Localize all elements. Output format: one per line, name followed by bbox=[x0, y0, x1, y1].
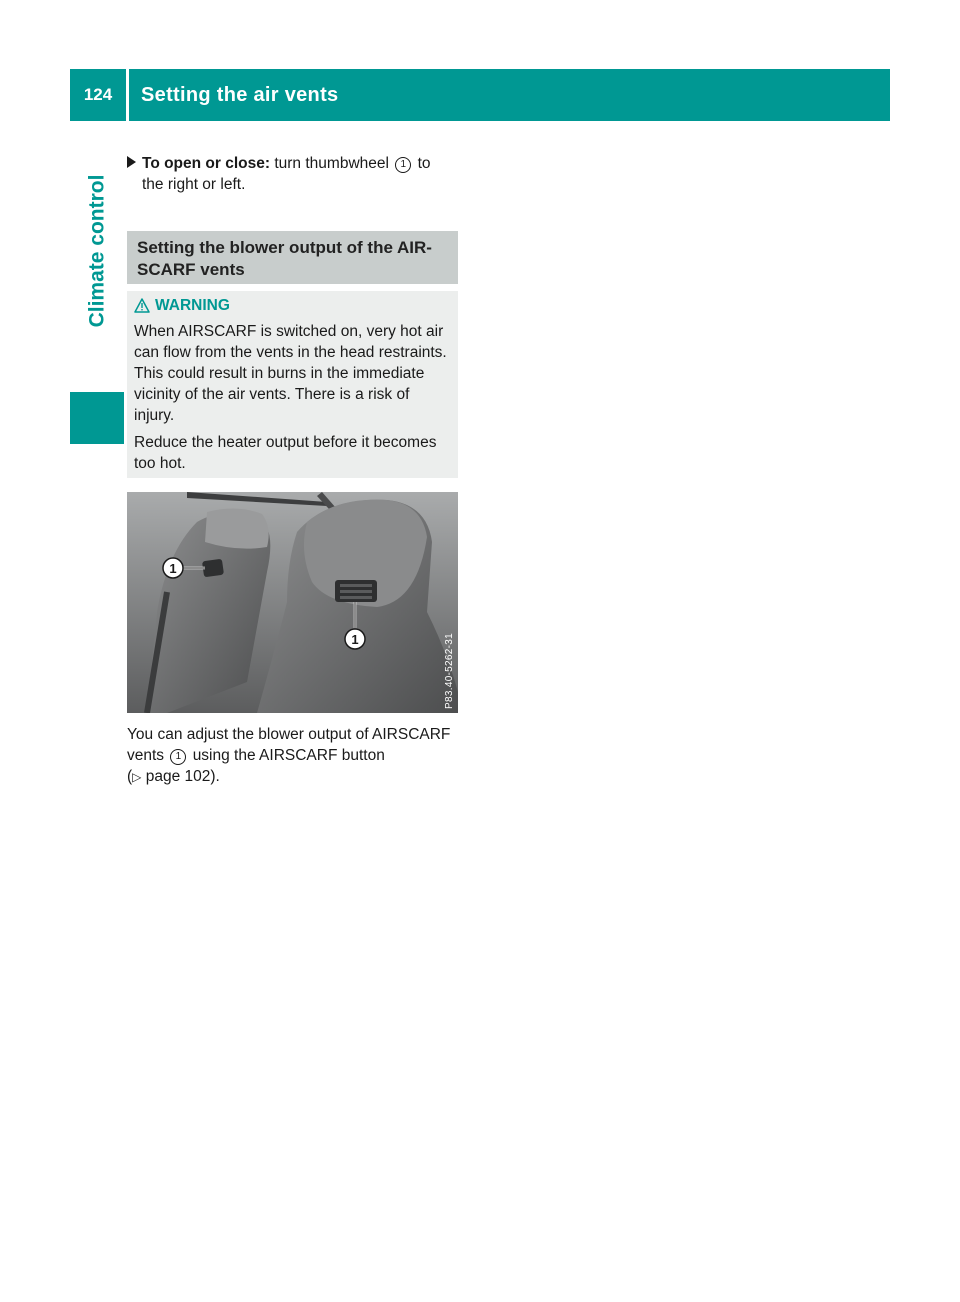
page-ref-arrow-icon: ▷ bbox=[132, 770, 142, 784]
warning-box bbox=[127, 291, 458, 478]
body-text-2: using the AIRSCARF button bbox=[192, 747, 385, 764]
body-text-1: You can adjust the blower output of AIRSCARF vents bbox=[127, 726, 451, 764]
warning-triangle-icon bbox=[134, 298, 150, 313]
seat-headrest-figure bbox=[127, 492, 458, 713]
figure-callout-right: 1 bbox=[351, 632, 359, 647]
body-callout-circle-icon: 1 bbox=[170, 749, 186, 765]
side-tab-marker bbox=[70, 392, 124, 444]
step-label: To open or close: bbox=[142, 155, 271, 172]
callout-circle-icon: 1 bbox=[395, 157, 411, 173]
section-heading: Setting the blower output of the AIR-SCARF vents bbox=[127, 231, 458, 284]
page-ref-open: ( bbox=[127, 768, 133, 785]
step-text-line2: the right or left. bbox=[142, 176, 246, 193]
figure-code: P83.40-5262-31 bbox=[444, 633, 455, 709]
step-text-to: to bbox=[417, 155, 431, 172]
figure-callout-left: 1 bbox=[169, 561, 177, 576]
seat-illustration bbox=[127, 492, 458, 713]
step-text: turn thumbwheel bbox=[274, 155, 389, 172]
warning-paragraph-1: When AIRSCARF is switched on, very hot air can flow from the vents in the head restraints. This could result in burns in the immediate vicinity of the air vents. There is a risk of injury. bbox=[134, 323, 447, 424]
page-title: Setting the air vents bbox=[141, 83, 339, 106]
body-paragraph bbox=[127, 724, 459, 788]
step-instruction bbox=[127, 153, 459, 195]
warning-title-text: WARNING bbox=[155, 297, 230, 314]
page-number: 124 bbox=[83, 85, 113, 104]
warning-paragraph-2: Reduce the heater output before it becomes too hot. bbox=[134, 434, 437, 472]
side-tab-label bbox=[70, 121, 124, 381]
step-arrow-icon bbox=[127, 156, 136, 168]
page-ref-link[interactable]: page 102). bbox=[145, 768, 220, 785]
warning-title bbox=[134, 295, 451, 316]
page-header bbox=[70, 69, 890, 121]
side-tab-text: Climate control bbox=[85, 174, 109, 328]
